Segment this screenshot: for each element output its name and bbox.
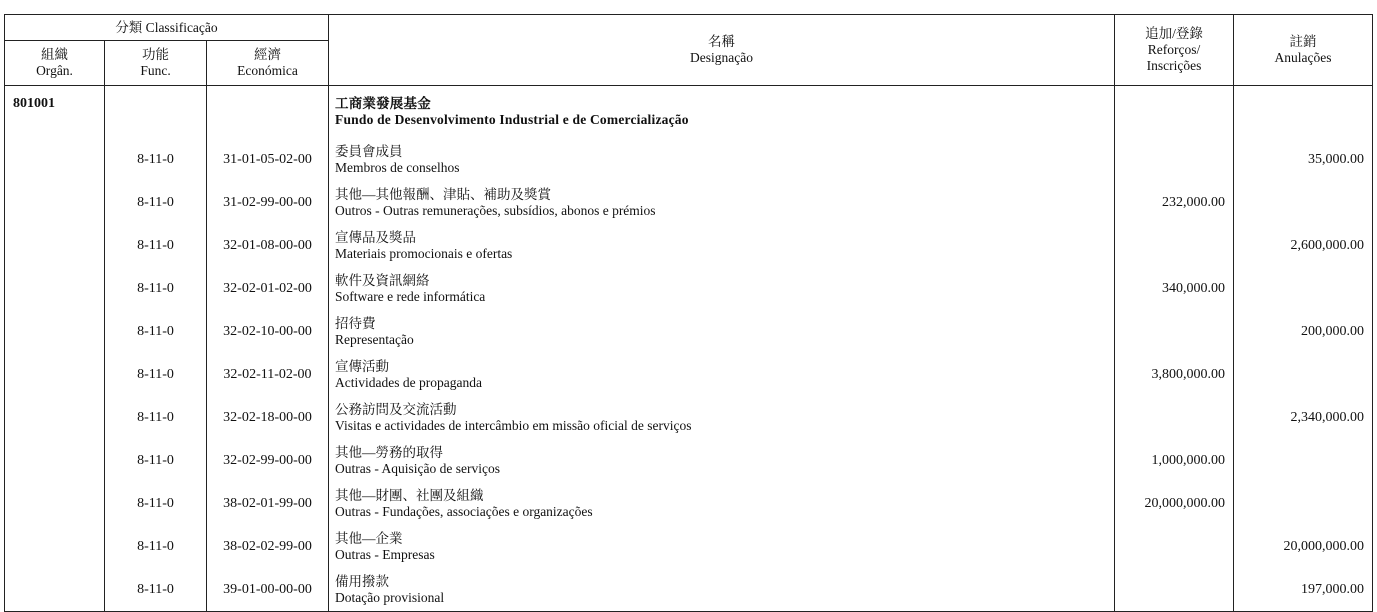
func-code: 8-11-0 (105, 138, 207, 181)
organ-cell (5, 482, 105, 525)
func-code: 8-11-0 (105, 267, 207, 310)
table-body (5, 86, 1373, 612)
reforcos-value: 340,000.00 (1115, 267, 1234, 310)
designation-pt: Membros de conselhos (335, 159, 460, 175)
budget-page (4, 14, 1372, 612)
designation-cell (329, 482, 1115, 525)
table-row (5, 181, 1373, 224)
cancellation-header-pt: Anulações (1274, 50, 1332, 65)
organ-cell (5, 525, 105, 568)
function-header-pt: Func. (140, 63, 171, 79)
designation-cell (329, 439, 1115, 482)
reinforcement-header-pt1: Reforços/ (1147, 42, 1201, 57)
designation-zh: 其他—勞務的取得 (335, 444, 443, 460)
table-header (5, 15, 1373, 86)
table-row (5, 310, 1373, 353)
func-code: 8-11-0 (105, 482, 207, 525)
fund-reforcos-empty (1115, 86, 1234, 139)
anulacoes-value: 2,600,000.00 (1234, 224, 1373, 267)
designation-pt: Software e rede informática (335, 288, 486, 304)
designation-cell (329, 224, 1115, 267)
anulacoes-value (1234, 181, 1373, 224)
econ-code: 32-02-18-00-00 (207, 396, 329, 439)
fund-anulacoes-empty (1234, 86, 1373, 139)
designation-zh: 軟件及資訊網絡 (335, 272, 430, 288)
anulacoes-value (1234, 482, 1373, 525)
func-code: 8-11-0 (105, 439, 207, 482)
econ-code: 31-01-05-02-00 (207, 138, 329, 181)
organ-cell (5, 224, 105, 267)
designation-zh: 宣傳品及獎品 (335, 229, 416, 245)
func-code: 8-11-0 (105, 181, 207, 224)
designation-pt: Materiais promocionais e ofertas (335, 245, 513, 261)
econ-code: 31-02-99-00-00 (207, 181, 329, 224)
table-row (5, 353, 1373, 396)
econ-code: 32-02-11-02-00 (207, 353, 329, 396)
economic-header-zh: 經濟 (254, 47, 281, 63)
anulacoes-value (1234, 267, 1373, 310)
designation-pt: Outras - Empresas (335, 546, 435, 562)
designation-pt: Representação (335, 331, 414, 347)
table-row (5, 138, 1373, 181)
func-code: 8-11-0 (105, 353, 207, 396)
econ-code: 32-01-08-00-00 (207, 224, 329, 267)
designation-zh: 招待費 (335, 315, 376, 331)
econ-code: 38-02-01-99-00 (207, 482, 329, 525)
designation-zh: 委員會成員 (335, 143, 403, 159)
reforcos-value (1115, 568, 1234, 612)
fund-name-pt: Fundo de Desenvolvimento Industrial e de Comercialização (335, 112, 689, 127)
cancellation-header-zh: 註銷 (1289, 34, 1317, 49)
reinforcement-header-pt2: Inscrições (1146, 58, 1202, 73)
func-code: 8-11-0 (105, 310, 207, 353)
designation-header-zh: 名稱 (708, 34, 735, 49)
anulacoes-value (1234, 353, 1373, 396)
designation-cell (329, 310, 1115, 353)
organ-header-pt: Orgân. (36, 63, 73, 79)
econ-code: 38-02-02-99-00 (207, 525, 329, 568)
table-row (5, 439, 1373, 482)
table-row (5, 396, 1373, 439)
designation-zh: 備用撥款 (335, 573, 389, 589)
designation-cell (329, 181, 1115, 224)
anulacoes-value: 35,000.00 (1234, 138, 1373, 181)
anulacoes-value: 200,000.00 (1234, 310, 1373, 353)
anulacoes-value: 2,340,000.00 (1234, 396, 1373, 439)
organ-code: 801001 (5, 86, 105, 139)
designation-zh: 公務訪問及交流活動 (335, 401, 457, 417)
reforcos-value (1115, 224, 1234, 267)
designation-pt: Actividades de propaganda (335, 374, 482, 390)
designation-cell (329, 525, 1115, 568)
econ-code: 39-01-00-00-00 (207, 568, 329, 612)
designation-pt: Outras - Aquisição de serviços (335, 460, 500, 476)
table-row (5, 482, 1373, 525)
reforcos-value (1115, 310, 1234, 353)
anulacoes-value (1234, 439, 1373, 482)
reinforcement-header (1115, 15, 1234, 86)
cancellation-header (1234, 15, 1373, 86)
designation-zh: 其他—企業 (335, 530, 403, 546)
classification-header: 分類 Classificação (5, 15, 329, 41)
reinforcement-header-zh: 追加/登錄 (1145, 26, 1203, 41)
reforcos-value (1115, 525, 1234, 568)
organ-header-zh: 組織 (41, 47, 68, 63)
fund-designation (329, 86, 1115, 139)
reforcos-value: 232,000.00 (1115, 181, 1234, 224)
econ-code: 32-02-99-00-00 (207, 439, 329, 482)
organ-cell (5, 353, 105, 396)
designation-cell (329, 267, 1115, 310)
function-header-zh: 功能 (142, 47, 169, 63)
fund-row (5, 86, 1373, 139)
organ-cell (5, 396, 105, 439)
organ-header (5, 41, 105, 86)
designation-zh: 其他—其他報酬、津貼、補助及獎賞 (335, 186, 551, 202)
designation-pt: Dotação provisional (335, 589, 445, 605)
designation-pt: Outras - Fundações, associações e organizações (335, 503, 593, 519)
organ-cell (5, 568, 105, 612)
reforcos-value: 1,000,000.00 (1115, 439, 1234, 482)
table-row (5, 224, 1373, 267)
organ-cell (5, 310, 105, 353)
designation-pt: Outros - Outras remunerações, subsídios, abonos e prémios (335, 202, 656, 218)
econ-code: 32-02-10-00-00 (207, 310, 329, 353)
economic-header (207, 41, 329, 86)
func-code: 8-11-0 (105, 396, 207, 439)
function-header (105, 41, 207, 86)
designation-cell (329, 138, 1115, 181)
reforcos-value (1115, 396, 1234, 439)
designation-zh: 其他—財團、社團及組織 (335, 487, 484, 503)
designation-pt: Visitas e actividades de intercâmbio em missão oficial de serviços (335, 417, 692, 433)
designation-cell (329, 396, 1115, 439)
organ-cell (5, 267, 105, 310)
designation-cell (329, 568, 1115, 612)
func-code: 8-11-0 (105, 525, 207, 568)
fund-econ-empty (207, 86, 329, 139)
designation-header (329, 15, 1115, 86)
designation-header-pt: Designação (690, 50, 753, 65)
reforcos-value: 3,800,000.00 (1115, 353, 1234, 396)
reforcos-value: 20,000,000.00 (1115, 482, 1234, 525)
reforcos-value (1115, 138, 1234, 181)
func-code: 8-11-0 (105, 224, 207, 267)
fund-name-zh: 工商業發展基金 (335, 96, 431, 111)
designation-zh: 宣傳活動 (335, 358, 389, 374)
budget-table (4, 14, 1373, 612)
economic-header-pt: Económica (237, 63, 298, 79)
anulacoes-value: 20,000,000.00 (1234, 525, 1373, 568)
func-code: 8-11-0 (105, 568, 207, 612)
fund-func-empty (105, 86, 207, 139)
table-row (5, 267, 1373, 310)
organ-cell (5, 439, 105, 482)
designation-cell (329, 353, 1115, 396)
econ-code: 32-02-01-02-00 (207, 267, 329, 310)
table-row (5, 525, 1373, 568)
organ-cell (5, 181, 105, 224)
anulacoes-value: 197,000.00 (1234, 568, 1373, 612)
organ-cell (5, 138, 105, 181)
table-row (5, 568, 1373, 612)
